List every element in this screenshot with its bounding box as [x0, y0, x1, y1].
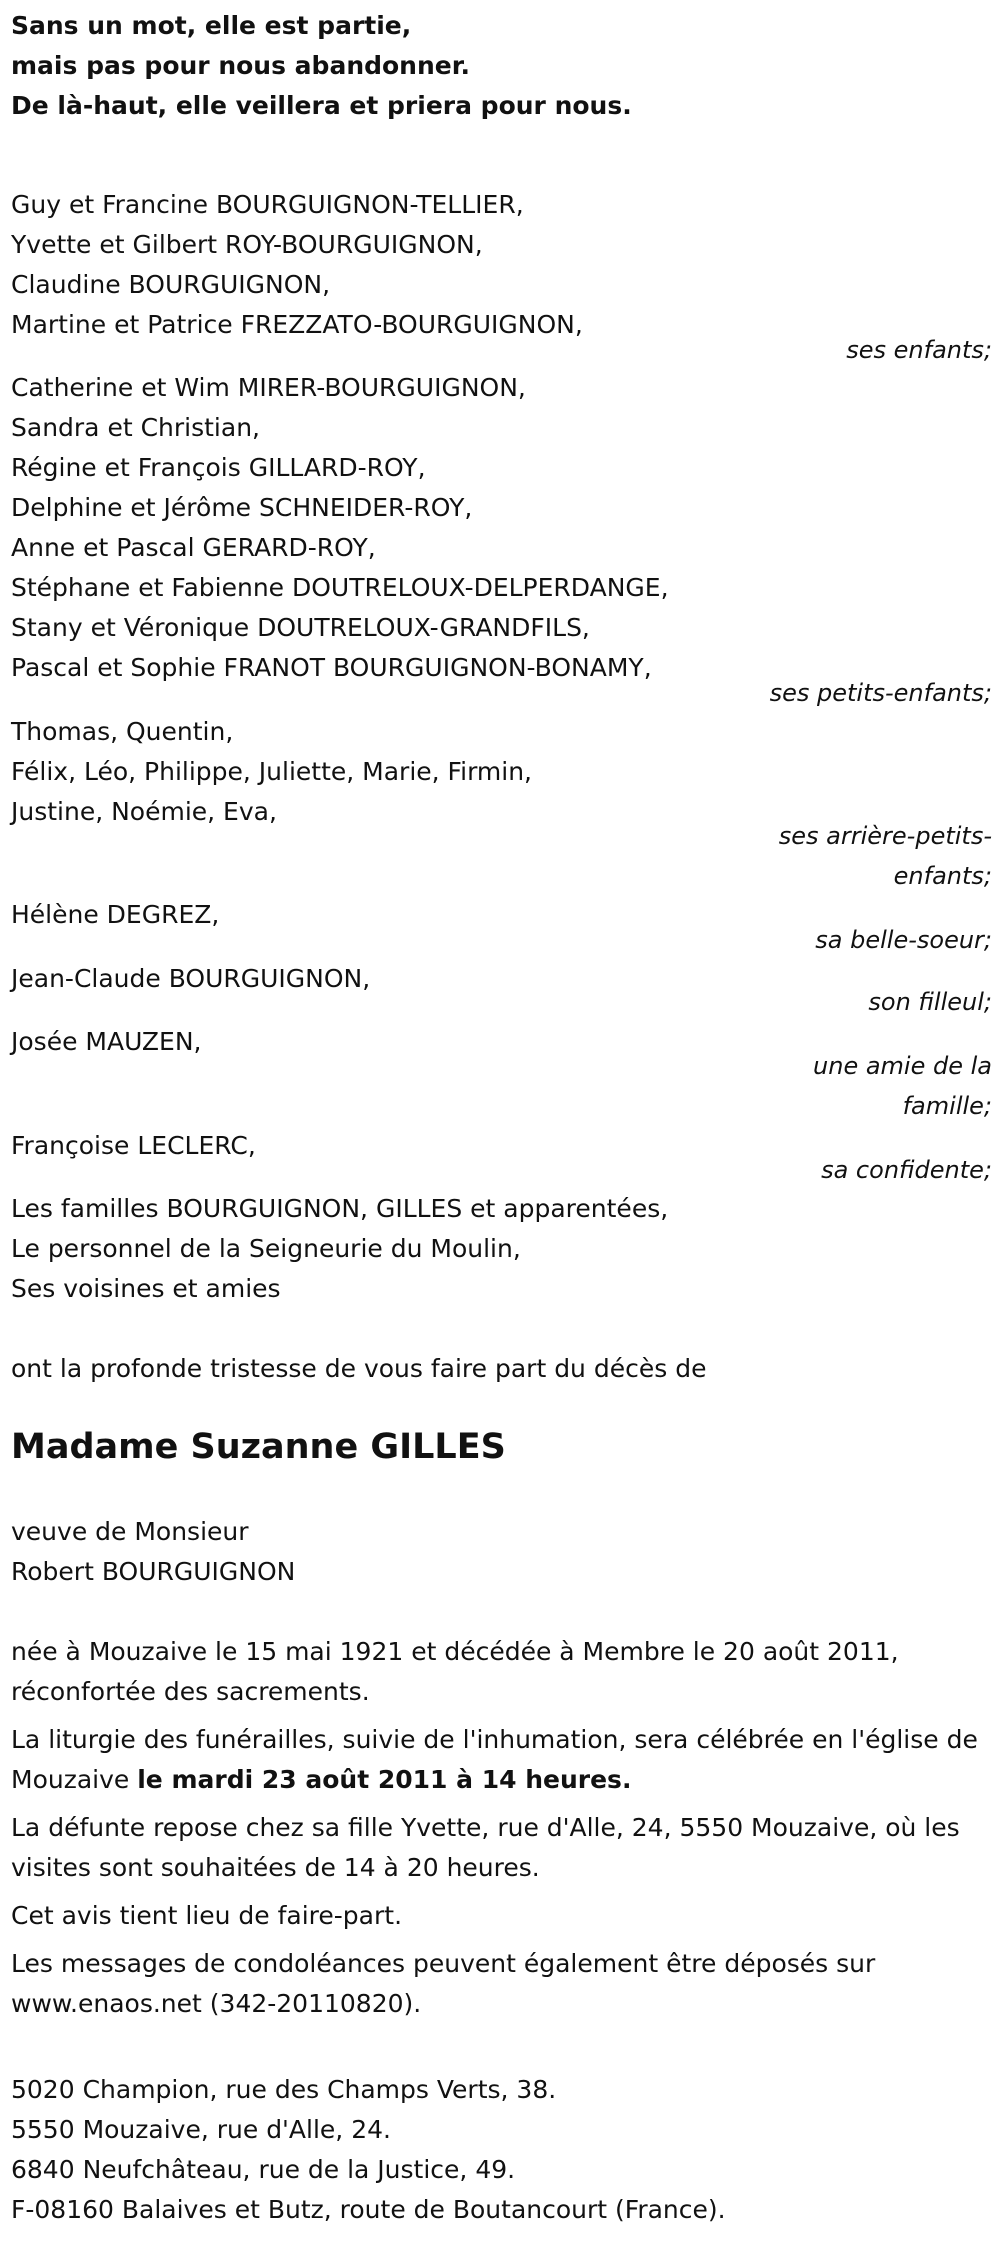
widow-line: Robert BOURGUIGNON — [11, 1557, 296, 1586]
family-member: Martine et Patrice FREZZATO-BOURGUIGNON, — [11, 310, 583, 339]
family-group: Le personnel de la Seigneurie du Moulin, — [11, 1234, 521, 1263]
avis-text: Cet avis tient lieu de faire-part. — [11, 1901, 403, 1930]
repose-text: La défunte repose chez sa fille Yvette, rue d'Alle, 24, 5550 Mouzaive, où les visites sont souhaitées de 14 à 20 heures. — [11, 1813, 960, 1882]
birth-death-text: née à Mouzaive le 15 mai 1921 et décédée à Membre le 20 août 2011, réconfortée des sacrements. — [11, 1637, 899, 1706]
family-member: Guy et Francine BOURGUIGNON-TELLIER, — [11, 190, 524, 219]
relationship-label: une amie de la — [813, 1052, 992, 1080]
family-member: Claudine BOURGUIGNON, — [11, 270, 331, 299]
relationship-label: sa confidente; — [821, 1156, 992, 1184]
family-group: Ses voisines et amies — [11, 1274, 281, 1303]
family-member: Justine, Noémie, Eva, — [11, 797, 277, 826]
address-line: F-08160 Balaives et Butz, route de Boutancourt (France). — [11, 2195, 726, 2224]
liturgy-date: le mardi 23 août 2011 à 14 heures. — [137, 1765, 632, 1794]
family-group: Les familles BOURGUIGNON, GILLES et apparentées, — [11, 1194, 669, 1223]
address-line: 5550 Mouzaive, rue d'Alle, 24. — [11, 2115, 391, 2144]
family-member: Anne et Pascal GERARD-ROY, — [11, 533, 376, 562]
address-line: 5020 Champion, rue des Champs Verts, 38. — [11, 2075, 557, 2104]
intro-line: Sans un mot, elle est partie, — [11, 11, 412, 40]
widow-line: veuve de Monsieur — [11, 1517, 249, 1546]
family-member: Félix, Léo, Philippe, Juliette, Marie, Firmin, — [11, 757, 532, 786]
family-member: Yvette et Gilbert ROY-BOURGUIGNON, — [11, 230, 483, 259]
relationship-label: ses arrière-petits- — [778, 822, 992, 850]
liturgy-text: La liturgie des funérailles, suivie de l'inhumation, sera célébrée en l'église de Mouzaive — [11, 1725, 978, 1794]
intro-verse — [11, 6, 632, 126]
family-member: Stéphane et Fabienne DOUTRELOUX-DELPERDANGE, — [11, 573, 669, 602]
family-member: Régine et François GILLARD-ROY, — [11, 453, 426, 482]
relationship-label: ses petits-enfants; — [769, 679, 992, 707]
address-line: 6840 Neufchâteau, rue de la Justice, 49. — [11, 2155, 516, 2184]
family-member: Sandra et Christian, — [11, 413, 260, 442]
intro-line: De là-haut, elle veillera et priera pour nous. — [11, 91, 632, 120]
deceased-name: Madame Suzanne GILLES — [11, 1427, 506, 1467]
family-member: Hélène DEGREZ, — [11, 900, 220, 929]
liturgy-paragraph — [11, 1720, 986, 1800]
relationship-label: son filleul; — [868, 988, 992, 1016]
relationship-label: enfants; — [893, 862, 992, 890]
intro-line: mais pas pour nous abandonner. — [11, 51, 470, 80]
announcement-text: ont la profonde tristesse de vous faire part du décès de — [11, 1354, 707, 1383]
family-member: Françoise LECLERC, — [11, 1131, 256, 1160]
condolences-text: Les messages de condoléances peuvent également être déposés sur www.enaos.net (342-20110820). — [11, 1949, 876, 2018]
family-member: Catherine et Wim MIRER-BOURGUIGNON, — [11, 373, 526, 402]
family-member: Delphine et Jérôme SCHNEIDER-ROY, — [11, 493, 473, 522]
relationship-label: ses enfants; — [846, 336, 992, 364]
family-member: Josée MAUZEN, — [11, 1027, 202, 1056]
relationship-label: sa belle-soeur; — [815, 926, 992, 954]
family-member: Jean-Claude BOURGUIGNON, — [11, 964, 371, 993]
family-member: Pascal et Sophie FRANOT BOURGUIGNON-BONAMY, — [11, 653, 652, 682]
relationship-label: famille; — [902, 1092, 992, 1120]
family-member: Thomas, Quentin, — [11, 717, 234, 746]
family-member: Stany et Véronique DOUTRELOUX-GRANDFILS, — [11, 613, 590, 642]
